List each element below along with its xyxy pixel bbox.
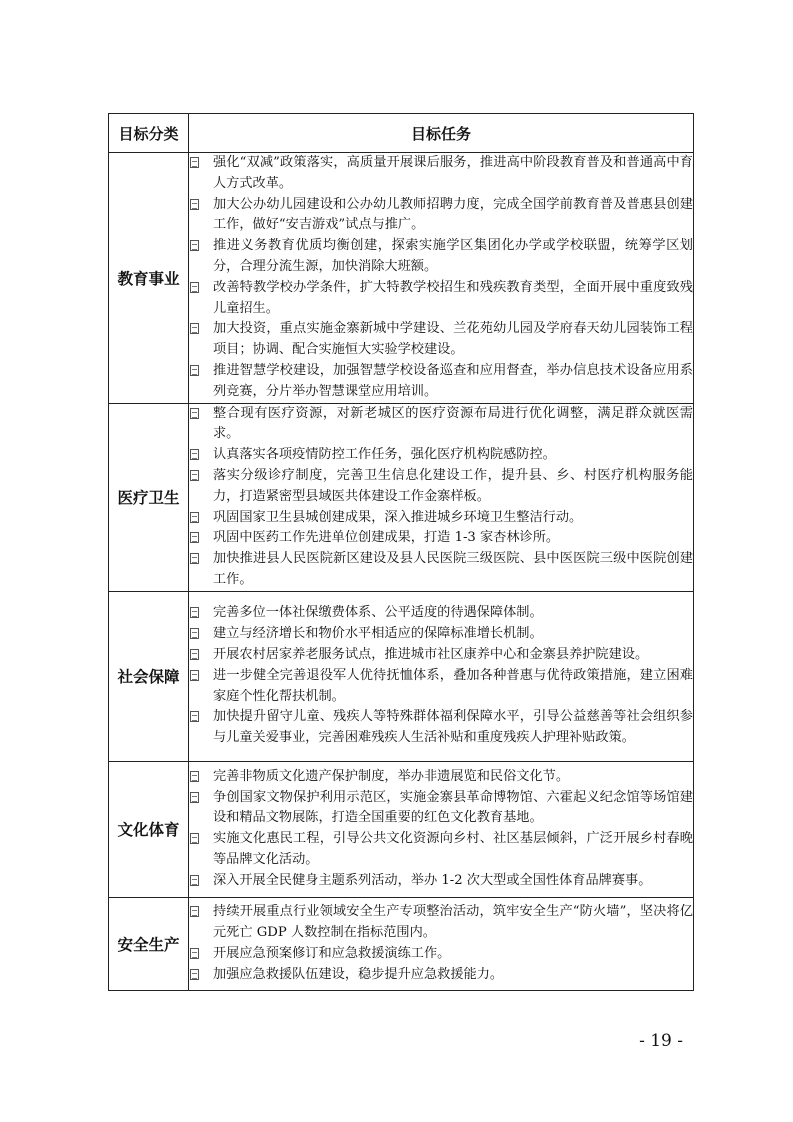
- list-item: [189, 153, 693, 195]
- category-cell: 医疗卫生: [109, 403, 189, 591]
- list-item: [189, 603, 693, 624]
- task-text: 落实分级诊疗制度，完善卫生信息化建设工作，提升县、乡、村医疗机构服务能力，打造紧密型县域医共体建设工作金寨样板。: [213, 467, 693, 504]
- list-item: [189, 528, 693, 549]
- task-text: 加快提升留守儿童、残疾人等特殊群体福利保障水平，引导公益慈善等社会组织参与儿童关爱事业，完善困难残疾人生活补贴和重度残疾人护理补贴政策。: [213, 709, 693, 746]
- document-bullet-icon: [190, 833, 199, 844]
- document-bullet-icon: [190, 969, 199, 980]
- task-list: [189, 902, 693, 985]
- task-text: 持续开展重点行业领域安全生产专项整治活动，筑牢安全生产“防火墙”，坚决将亿元死亡 GDP 人数控制在指标范围内。: [213, 904, 693, 940]
- task-text: 推进义务教育优质均衡创建，探索实施学区集团化办学或学校联盟，统筹学区划分，合理分流生源，加快消除大班额。: [213, 238, 693, 274]
- document-bullet-icon: [190, 792, 199, 803]
- task-text: 改善特教学校办学条件，扩大特教学校招生和残疾教育类型，全面开展中重度致残儿童招生。: [213, 279, 693, 316]
- document-bullet-icon: [190, 875, 199, 886]
- task-text: 巩固中医药工作先进单位创建成果，打造 1-3 家杏林诊所。: [213, 530, 560, 546]
- task-text: 巩固国家卫生县城创建成果，深入推进城乡环境卫生整洁行动。: [213, 509, 583, 525]
- task-text: 强化“双减”政策落实，高质量开展课后服务，推进高中阶段教育普及和普通高中育人方式改革。: [213, 155, 693, 191]
- table-row: [109, 897, 694, 990]
- tasks-cell: [189, 153, 694, 404]
- list-item: [189, 278, 693, 320]
- document-bullet-icon: [190, 512, 199, 523]
- list-item: [189, 788, 693, 830]
- list-item: [189, 965, 693, 986]
- tasks-cell: [189, 403, 694, 591]
- document-bullet-icon: [190, 470, 199, 481]
- tasks-cell: [189, 897, 694, 990]
- list-item: [189, 707, 693, 749]
- list-item: [189, 645, 693, 666]
- task-text: 开展应急预案修订和应急救援演练工作。: [213, 945, 451, 961]
- document-bullet-icon: [190, 906, 199, 917]
- task-text: 推进智慧学校建设，加强智慧学校设备巡查和应用督查，举办信息技术设备应用系列竞赛，分片举办智慧课堂应用培训。: [213, 362, 693, 399]
- document-bullet-icon: [190, 532, 199, 543]
- header-category: 目标分类: [109, 114, 189, 153]
- list-item: [189, 466, 693, 508]
- list-item: [189, 508, 693, 529]
- document-bullet-icon: [190, 628, 199, 639]
- document-bullet-icon: [190, 449, 199, 460]
- task-text: 加大公办幼儿园建设和公办幼儿教师招聘力度，完成全国学前教育普及普惠县创建工作，做好“安吉游戏”试点与推广。: [213, 196, 693, 233]
- document-bullet-icon: [190, 365, 199, 376]
- task-text: 认真落实各项疫情防控工作任务，强化医疗机构院感防控。: [213, 447, 556, 463]
- category-cell: 文化体育: [109, 761, 189, 897]
- task-text: 完善非物质文化遗产保护制度，举办非遗展览和民俗文化节。: [213, 768, 570, 784]
- list-item: [189, 829, 693, 871]
- category-cell: 安全生产: [109, 897, 189, 990]
- category-cell: 社会保障: [109, 591, 189, 761]
- task-list: [189, 767, 693, 892]
- task-text: 开展农村居家养老服务试点，推进城市社区康养中心和金寨县养护院建设。: [213, 647, 649, 663]
- document-bullet-icon: [190, 323, 199, 334]
- document-bullet-icon: [190, 199, 199, 210]
- task-text: 深入开展全民健身主题系列活动，举办 1-2 次大型或全国性体育品牌赛事。: [213, 872, 652, 888]
- task-text: 加大投资，重点实施金寨新城中学建设、兰花苑幼儿园及学府春天幼儿园装饰工程项目；协调、配合实施恒大实验学校建设。: [213, 321, 693, 358]
- list-item: [189, 195, 693, 237]
- task-text: 争创国家文物保护利用示范区，实施金寨县革命博物馆、六霍起义纪念馆等场馆建设和精品文物展陈，打造全国重要的红色文化教育基地。: [213, 789, 693, 826]
- page-number: - 19 -: [639, 1031, 683, 1051]
- document-bullet-icon: [190, 607, 199, 618]
- document-bullet-icon: [190, 670, 199, 681]
- task-text: 加快推进县人民医院新区建设及县人民医院三级医院、县中医医院三级中医院创建工作。: [213, 551, 693, 587]
- header-tasks: 目标任务: [189, 114, 694, 153]
- table-row: [109, 403, 694, 591]
- list-item: [189, 902, 693, 944]
- list-item: [189, 666, 693, 708]
- table-row: [109, 153, 694, 404]
- list-item: [189, 624, 693, 645]
- list-item: [189, 767, 693, 788]
- target-table: [108, 113, 694, 991]
- document-bullet-icon: [190, 408, 199, 419]
- task-text: 建立与经济增长和物价水平相适应的保障标准增长机制。: [213, 626, 543, 642]
- task-list: [189, 153, 693, 403]
- document-bullet-icon: [190, 649, 199, 660]
- list-item: [189, 944, 693, 965]
- task-list: [189, 603, 693, 749]
- table-row: [109, 761, 694, 897]
- document-bullet-icon: [190, 157, 199, 168]
- document-bullet-icon: [190, 771, 199, 782]
- list-item: [189, 549, 693, 591]
- list-item: [189, 361, 693, 403]
- list-item: [189, 319, 693, 361]
- list-item: [189, 236, 693, 278]
- task-list: [189, 404, 693, 591]
- category-cell: 教育事业: [109, 153, 189, 404]
- document-bullet-icon: [190, 240, 199, 251]
- document-bullet-icon: [190, 553, 199, 564]
- document-bullet-icon: [190, 711, 199, 722]
- tasks-cell: [189, 761, 694, 897]
- list-item: [189, 404, 693, 446]
- task-text: 实施文化惠民工程，引导公共文化资源向乡村、社区基层倾斜，广泛开展乡村春晚等品牌文化活动。: [213, 831, 693, 868]
- table-row: [109, 591, 694, 761]
- document-bullet-icon: [190, 948, 199, 959]
- task-text: 完善多位一体社保缴费体系、公平适度的待遇保障体制。: [213, 605, 543, 621]
- task-text: 加强应急救援队伍建设，稳步提升应急救援能力。: [213, 966, 504, 982]
- document-bullet-icon: [190, 282, 199, 293]
- list-item: [189, 871, 693, 892]
- tasks-cell: [189, 591, 694, 761]
- table-header-row: [109, 114, 694, 153]
- list-item: [189, 445, 693, 466]
- task-text: 整合现有医疗资源，对新老城区的医疗资源布局进行优化调整，满足群众就医需求。: [213, 405, 693, 442]
- task-text: 进一步健全完善退役军人优待抚恤体系，叠加各种普惠与优待政策措施，建立困难家庭个性化帮扶机制。: [213, 667, 693, 704]
